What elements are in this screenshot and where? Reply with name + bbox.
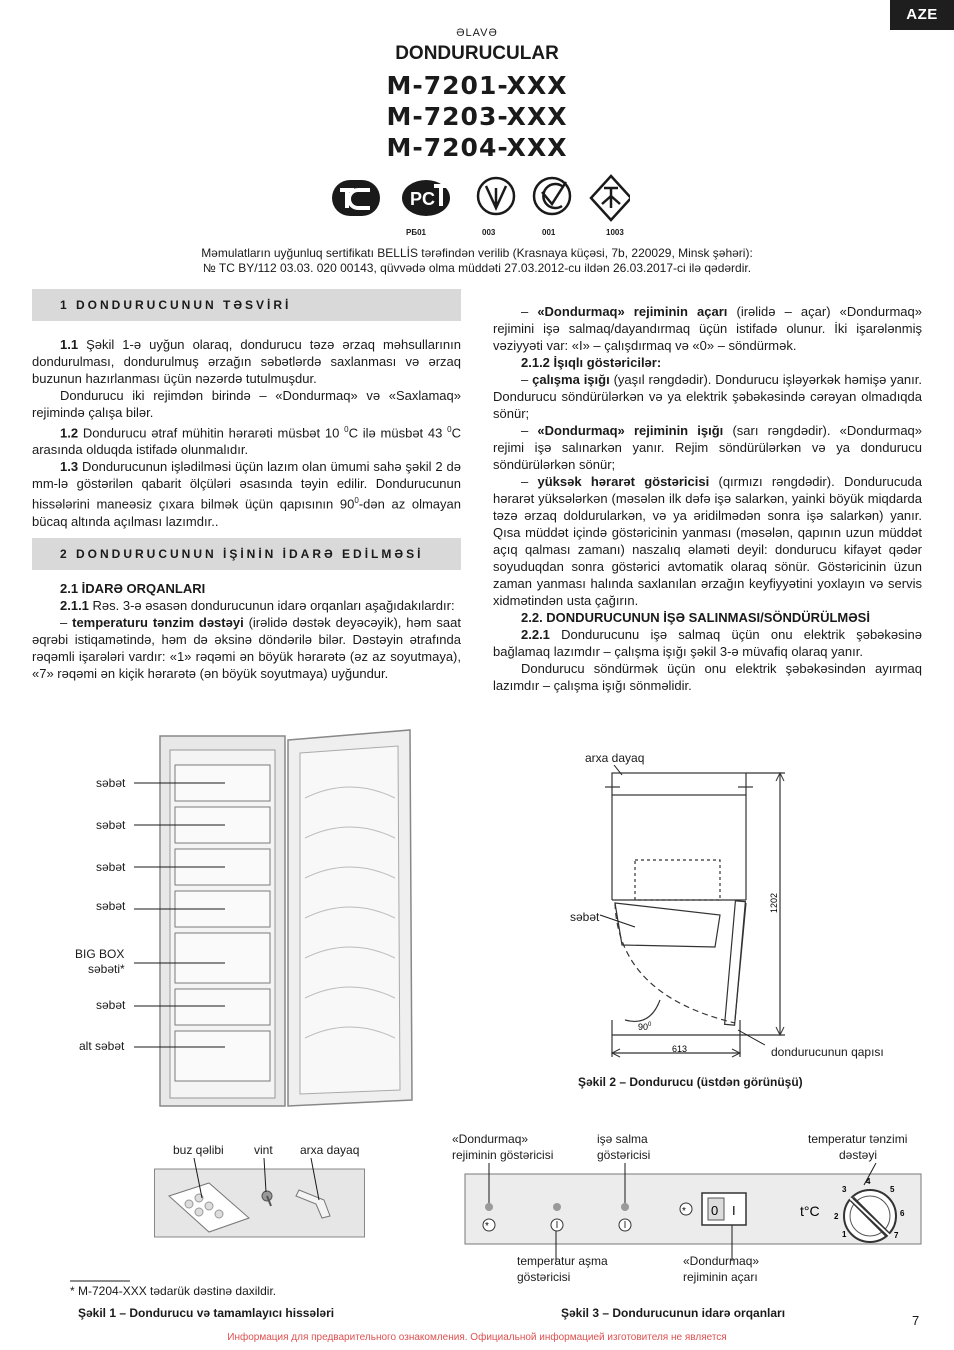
svg-text:5: 5 [890,1185,895,1194]
power-icon [619,1219,631,1231]
label-bottom-basket: alt səbət [79,1039,125,1053]
paragraph-high-temp: – yüksək hərarət göstəricisi (qırmızı rəngdədir). Dondurucuda hərarət yüksələrkən (məsələn ilk dəfə işə salarkən, yainki böyük miqdarda təzə ərzaq doldurularkən, və ya əridilmədən sonra işə salarkən) yanır. Qısa müddət içində göstəricinin yanması (məsələn, qapının uzun müddət açıq qalması zamanı) naszalıq əlaməti deyil: dondurucu kifayət qədər soyuduqdan sonra göstərici avtomatik olaraq sönür. Göstəricinin üzun zaman yanması halında saxlanılan ərzağın keyfiyyətini yoxlayın və servis xidmətindən usta çağırın. [493,474,923,608]
figure-2-caption: Şəkil 2 – Dondurucu (üstdən görünüşü) [578,1075,803,1089]
paragraph-1-2: 1.2 Dondurucu ətraf mühitin hərarəti müsbət 10 $^0$C ilə müsbət 43 $^0$C arasında olduqda istifadə olunmalıdır. [32,425,461,458]
model-1: M-7201-XXX [386,71,568,100]
angle-label: $90^0$ [638,1022,652,1032]
label-back-stop-top: arxa dayaq [585,751,645,765]
paragraph-2-2-1: 2.2.1 Dondurucunu işə salmaq üçün onu elektrik şəbəkəsinə bağlamaq lazımdır – çalışma işığı şəkil 3-ə müvafiq olaraq yanır. [493,627,922,659]
label-big-box: BIG BOX [75,947,125,961]
freezer-illustration [150,728,420,1113]
label-work-indicator-1: işə salma [597,1132,648,1146]
model-3: M-7204-XXX [386,133,568,162]
label-basket-3: səbət [96,860,126,874]
svg-text:PC: PC [410,189,436,209]
paragraph-work-light: – çalışma işığı (yaşıl rəngdədir). Dondurucu işləyərkək həmişə yanır. Dondurucu söndürülərkən və ya elektrik şəbəkəsində cərəyan olmadıqda sönür; [493,372,922,421]
svg-text:*: * [485,1221,489,1232]
label-screw: vint [254,1143,273,1157]
paragraph-1-3: 1.3 Dondurucunun işlədilməsi üçün lazım olan ümumi sahə şəkil 2 də mm-lə göstərilən qabarit ölçüləri əsasında təyin edilir. Dondurucunun hissələrini maneəsiz çıxara bilmək üçün qapısının $90^0$-dən az olmayan bücaq altında açılması lazımdır.. [32,459,461,529]
subheading-2-1-2: 2.1.2 İşıqlı göstəricilər: [521,355,662,370]
overtemp-indicator-light [553,1203,561,1211]
model-2: M-7203-XXX [386,102,568,131]
dimension-width: 613 [672,1044,688,1054]
freezer-leader-lines [134,782,164,1052]
language-tab: AZE [890,0,954,30]
cert-code-4: 1003 [606,228,624,237]
cert-code-3: 001 [542,228,556,237]
eac-mark-icon [332,180,380,216]
label-knob-2: dəstəyi [839,1148,878,1162]
svg-text:6: 6 [900,1209,905,1218]
certification-marks [330,174,630,224]
paragraph-1-1: 1.1 Şəkil 1-ə uyğun olaraq, dondurucu təzə ərzaq məhsullarının dondurulması, dondurulmuş ərzağın səbətlərdə saxlanması və ərzaq buzunun hazırlanması üçün nəzərdə tutulmuşdur. [32,337,461,386]
appendix-label: ƏLAVƏ [456,27,498,39]
label-basket-top: səbət [570,910,600,924]
paragraph-modes: Dondurucu iki rejimdən birində – «Dondurmaq» və «Saxlamaq» rejimində çalışa bilər. [32,388,461,420]
disclaimer: Информация для предварительного ознакомления. Официальной информацией изготовителя не является [227,1332,727,1343]
label-switch-1: «Dondurmaq» [683,1254,760,1268]
temperature-knob[interactable] [844,1190,896,1242]
label-basket-2: səbət [96,818,126,832]
page-number: 7 [912,1313,920,1328]
cert-code-2: 003 [482,228,496,237]
label-work-indicator-2: göstəricisi [597,1148,651,1162]
certificate-note-line-1: Məmulatların uyğunluq sertifikatı BELLİS tərəfindən verilib (Krasnaya küçəsi, 7b, 220029, Minsk şəhəri): [201,246,753,260]
right-column [493,303,922,694]
conformity-mark-3-icon [591,176,630,220]
footnote-rule [70,1280,130,1283]
section-2-heading: 2 DONDURUCUNUN İŞİNİN İDARƏ EDİLMƏSİ [32,538,461,570]
figure-1-caption: Şəkil 1 – Dondurucu və tamamlayıcı hissələri [78,1306,335,1320]
paragraph-freeze-light: – «Dondurmaq» rejiminin işığı (sarı rəngdədir). «Dondurmaq» rejimi işə salınarkən yanır. Rejim söndürülərkən və ya dondurucu söndürülərkən sönür; [493,423,923,472]
label-freeze-indicator-2: rejiminin göstəricisi [452,1148,554,1162]
svg-text:2: 2 [834,1212,839,1221]
label-basket-4: səbət [96,899,126,913]
label-ice-tray: buz qəlibi [173,1143,224,1157]
conformity-mark-2-icon [534,178,570,214]
label-overtemp-2: göstəricisi [517,1270,571,1284]
label-switch-2: rejiminin açarı [683,1270,758,1284]
freeze-indicator-light [485,1203,493,1211]
svg-text:I: I [732,1203,736,1218]
freeze-mode-switch[interactable] [702,1193,746,1225]
paragraph-freeze-switch: – «Dondurmaq» rejiminin açarı (irəlidə – açar) «Dondurmaq» rejimini işə salmaq/dayandırmaq üçün istifadə olunur. İki işarələnmiş vəziyyəti var: «I» – çalışdırmaq və «0» – söndürmək. [493,304,922,353]
label-freeze-indicator-1: «Dondurmaq» [452,1132,529,1146]
label-overtemp-1: temperatur aşma [517,1254,608,1268]
pct-mark-icon [402,180,450,216]
conformity-mark-1-icon [478,178,514,214]
cert-code-1: РБ01 [406,228,426,237]
paragraph-2-1-1: 2.1.1 Rəs. 3-ə əsasən dondurucunun idarə orqanları aşağıdakılardır: [60,597,455,613]
page-title: DONDURUCULAR [395,43,559,64]
label-basket-5: səbət [96,998,126,1012]
certificate-note-line-2: № TC BY/112 03.03. 020 00143, qüvvədə olma müddəti 27.03.2012-cu ildən 26.03.2017-ci ilə qədərdir. [202,261,752,275]
left-column [32,289,461,682]
footnote: * M-7204-XXX tədarük dəstinə daxildir. [70,1284,277,1298]
svg-text:0: 0 [711,1203,719,1218]
label-basket-1: səbət [96,776,126,790]
svg-text:1: 1 [842,1230,847,1239]
accessories-illustration [154,1158,366,1238]
subheading-2-1: 2.1 İDARƏ ORQANLARI [60,580,206,596]
label-knob-1: temperatur tənzimi [808,1132,908,1146]
svg-text:7: 7 [894,1231,899,1240]
certificate-note [0,246,954,276]
temperature-symbol: t°C [800,1203,820,1219]
subheading-2-2: 2.2. DONDURUCUNUN İŞƏ SALINMASI/SÖNDÜRÜLMƏSİ [521,610,870,625]
svg-text:4: 4 [866,1177,871,1186]
section-1-heading: 1 DONDURUCUNUN TƏSVİRİ [32,289,461,321]
paragraph-temp-knob: – temperaturu tənzim dəstəyi (irəlidə dəstək deyəcəyik), həm saat əqrəbi istiqamətində, həm də əksinə döndərilə bilər. Dəstəyin ətrafında rəqəmli işarələri vardır: «1» rəqəmi ən böyük hərarətə (əz az soyutmaya), «7» rəqəmi ən kiçik hərarətə (ən böyük soyutmaya) uyğundur. [32,614,461,681]
figure-3-caption: Şəkil 3 – Dondurucunun idarə orqanları [561,1306,786,1320]
label-door: dondurucunun qapısı [771,1045,884,1059]
dimension-height: 1202 [769,892,779,913]
label-big-box-basket: səbəti* [88,962,125,976]
svg-text:3: 3 [842,1185,847,1194]
paragraph-switch-off: Dondurucu söndürmək üçün onu elektrik şəbəkəsindən ayırmaq lazımdır – çalışma işığı sönməlidir. [493,661,922,693]
work-indicator-light [621,1203,629,1211]
svg-text:*: * [682,1206,686,1217]
thermometer-icon [551,1219,563,1231]
label-back-stop: arxa dayaq [300,1143,360,1157]
